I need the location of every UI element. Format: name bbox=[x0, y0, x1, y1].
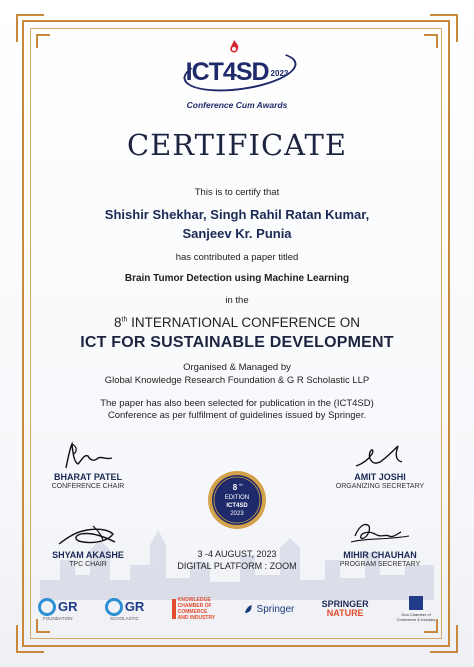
selection-line-1: The paper has also been selected for publication in the (ICT4SD) bbox=[100, 398, 374, 409]
corner-ornament bbox=[424, 34, 438, 48]
badge-line-2: ICT4SD bbox=[226, 503, 248, 509]
organised-line: Organised & Managed by bbox=[183, 362, 291, 373]
logo-brand: ICT4SD bbox=[185, 58, 269, 86]
signatory-name: MIHIR CHAUHAN bbox=[343, 550, 417, 560]
signatory-name: AMIT JOSHI bbox=[354, 472, 406, 482]
authors-line-1: Shishir Shekhar, Singh Rahil Ratan Kumar, bbox=[104, 207, 370, 222]
conference-name-line-1: INTERNATIONAL CONFERENCE ON bbox=[131, 315, 360, 330]
gr-circle-icon bbox=[105, 598, 123, 616]
signature-bharat-patel bbox=[58, 440, 118, 472]
event-platform: DIGITAL PLATFORM : ZOOM bbox=[177, 561, 297, 571]
certificate-title: CERTIFICATE bbox=[126, 128, 348, 162]
partner-logos bbox=[38, 592, 436, 626]
logo-tagline: Conference Cum Awards bbox=[186, 100, 288, 110]
knowledge-chamber-logo: KNOWLEDGE CHAMBER OF COMMERCE AND INDUSTRY bbox=[172, 597, 216, 621]
signatory-role: PROGRAM SECRETARY bbox=[339, 561, 421, 568]
contributed-line: has contributed a paper titled bbox=[175, 252, 299, 263]
badge-number-suffix: th bbox=[239, 482, 243, 487]
logo-year: 2023 bbox=[270, 68, 289, 78]
signatory-role: ORGANIZING SECRETARY bbox=[335, 483, 425, 490]
gr-foundation-logo: GR FOUNDATION bbox=[38, 598, 78, 621]
paper-title: Brain Tumor Detection using Machine Learning bbox=[124, 273, 350, 284]
kc-bar-icon bbox=[172, 599, 176, 619]
badge-line-3: 2023 bbox=[230, 511, 244, 517]
goa-chamber-logo: Goa Chamber of Commerce & Industry bbox=[396, 596, 436, 622]
signature-amit-joshi bbox=[350, 440, 410, 472]
gr-scholastic-logo: GR SCHOLASTIC bbox=[105, 598, 145, 621]
signatory-role: CONFERENCE CHAIR bbox=[51, 483, 125, 490]
organisers-line: Global Knowledge Research Foundation & G R Scholastic LLP bbox=[104, 375, 370, 386]
certify-line: This is to certify that bbox=[194, 187, 280, 198]
edition-badge bbox=[207, 470, 267, 530]
in-the-line: in the bbox=[225, 295, 249, 306]
conference-logo bbox=[0, 58, 474, 87]
signature-shyam-akashe bbox=[53, 520, 123, 550]
badge-line-1: EDITION bbox=[224, 495, 250, 501]
conference-line-2: ICT FOR SUSTAINABLE DEVELOPMENT bbox=[80, 334, 394, 351]
conference-number: 8 bbox=[114, 315, 122, 330]
signature-mihir-chauhan bbox=[345, 516, 415, 550]
gcc-emblem-icon bbox=[409, 596, 423, 610]
signatory-role: TPC CHAIR bbox=[69, 561, 107, 568]
event-dates: 3 -4 AUGUST, 2023 bbox=[197, 549, 277, 559]
springer-logo: Springer bbox=[243, 603, 295, 615]
springer-nature-logo: SPRINGER NATURE bbox=[321, 599, 369, 618]
signatory-name: BHARAT PATEL bbox=[54, 472, 122, 482]
signatory-name: SHYAM AKASHE bbox=[52, 550, 124, 560]
authors-line-2: Sanjeev Kr. Punia bbox=[182, 226, 292, 241]
badge-number: 8 bbox=[232, 483, 238, 492]
signature-block-conference-chair bbox=[18, 440, 158, 490]
event-details bbox=[0, 548, 474, 572]
conference-line-1 bbox=[0, 315, 474, 330]
conference-number-suffix: th bbox=[121, 316, 128, 324]
gr-circle-icon bbox=[38, 598, 56, 616]
signature-block-organizing-secretary bbox=[310, 440, 450, 490]
corner-ornament bbox=[36, 34, 50, 48]
springer-horse-icon bbox=[243, 603, 255, 615]
selection-line-2: Conference as per fulfilment of guidelines issued by Springer. bbox=[107, 410, 367, 421]
